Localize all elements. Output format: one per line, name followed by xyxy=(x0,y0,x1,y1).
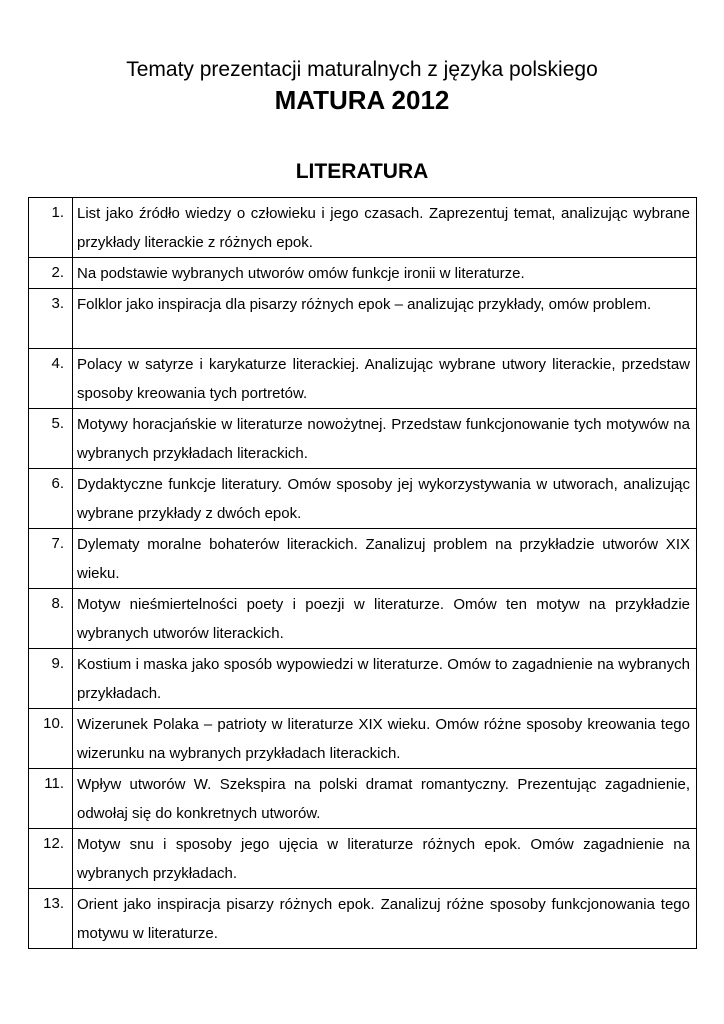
topic-number: 12. xyxy=(29,829,73,889)
topic-text: Folklor jako inspiracja dla pisarzy różnych epok – analizując przykłady, omów problem. xyxy=(73,289,697,349)
topic-text: Dylematy moralne bohaterów literackich. Zanalizuj problem na przykładzie utworów XIX wieku. xyxy=(73,529,697,589)
topic-text: Wpływ utworów W. Szekspira na polski dramat romantyczny. Prezentując zagadnienie, odwołaj się do konkretnych utworów. xyxy=(73,769,697,829)
topic-text: Polacy w satyrze i karykaturze literackiej. Analizując wybrane utwory literackie, przedstaw sposoby kreowania tych portretów. xyxy=(73,349,697,409)
topic-text: Kostium i maska jako sposób wypowiedzi w literaturze. Omów to zagadnienie na wybranych przykładach. xyxy=(73,649,697,709)
topic-number: 9. xyxy=(29,649,73,709)
table-row xyxy=(29,198,697,258)
topic-text: Na podstawie wybranych utworów omów funkcje ironii w literaturze. xyxy=(73,258,697,289)
table-row xyxy=(29,709,697,769)
table-row xyxy=(29,769,697,829)
document-title: MATURA 2012 xyxy=(274,85,450,115)
table-row xyxy=(29,469,697,529)
table-row xyxy=(29,649,697,709)
topic-number: 1. xyxy=(29,198,73,258)
topic-text: Dydaktyczne funkcje literatury. Omów sposoby jej wykorzystywania w utworach, analizując wybrane przykłady z dwóch epok. xyxy=(73,469,697,529)
table-row xyxy=(29,349,697,409)
topic-number: 8. xyxy=(29,589,73,649)
document-subtitle: Tematy prezentacji maturalnych z języka polskiego xyxy=(126,58,598,81)
topic-number: 2. xyxy=(29,258,73,289)
topic-number: 5. xyxy=(29,409,73,469)
table-row xyxy=(29,529,697,589)
topic-number: 4. xyxy=(29,349,73,409)
topic-number: 10. xyxy=(29,709,73,769)
table-row xyxy=(29,589,697,649)
topic-number: 6. xyxy=(29,469,73,529)
topic-text: Wizerunek Polaka – patrioty w literaturze XIX wieku. Omów różne sposoby kreowania tego wizerunku na wybranych przykładach literackich. xyxy=(73,709,697,769)
topic-number: 11. xyxy=(29,769,73,829)
topic-text: Motywy horacjańskie w literaturze nowożytnej. Przedstaw funkcjonowanie tych motywów na wybranych przykładach literackich. xyxy=(73,409,697,469)
topic-text: Motyw snu i sposoby jego ujęcia w literaturze różnych epok. Omów zagadnienie na wybranych przykładach. xyxy=(73,829,697,889)
topic-number: 13. xyxy=(29,889,73,949)
table-row xyxy=(29,889,697,949)
table-row xyxy=(29,409,697,469)
topic-text: Motyw nieśmiertelności poety i poezji w literaturze. Omów ten motyw na przykładzie wybranych utworów literackich. xyxy=(73,589,697,649)
topic-number: 7. xyxy=(29,529,73,589)
table-row xyxy=(29,258,697,289)
topic-number: 3. xyxy=(29,289,73,349)
topic-text: List jako źródło wiedzy o człowieku i jego czasach. Zaprezentuj temat, analizując wybrane przykłady literackie z różnych epok. xyxy=(73,198,697,258)
topics-table xyxy=(28,197,697,949)
table-row xyxy=(29,289,697,349)
section-title: LITERATURA xyxy=(295,160,429,183)
table-row xyxy=(29,829,697,889)
topic-text: Orient jako inspiracja pisarzy różnych epok. Zanalizuj różne sposoby funkcjonowania tego motywu w literaturze. xyxy=(73,889,697,949)
